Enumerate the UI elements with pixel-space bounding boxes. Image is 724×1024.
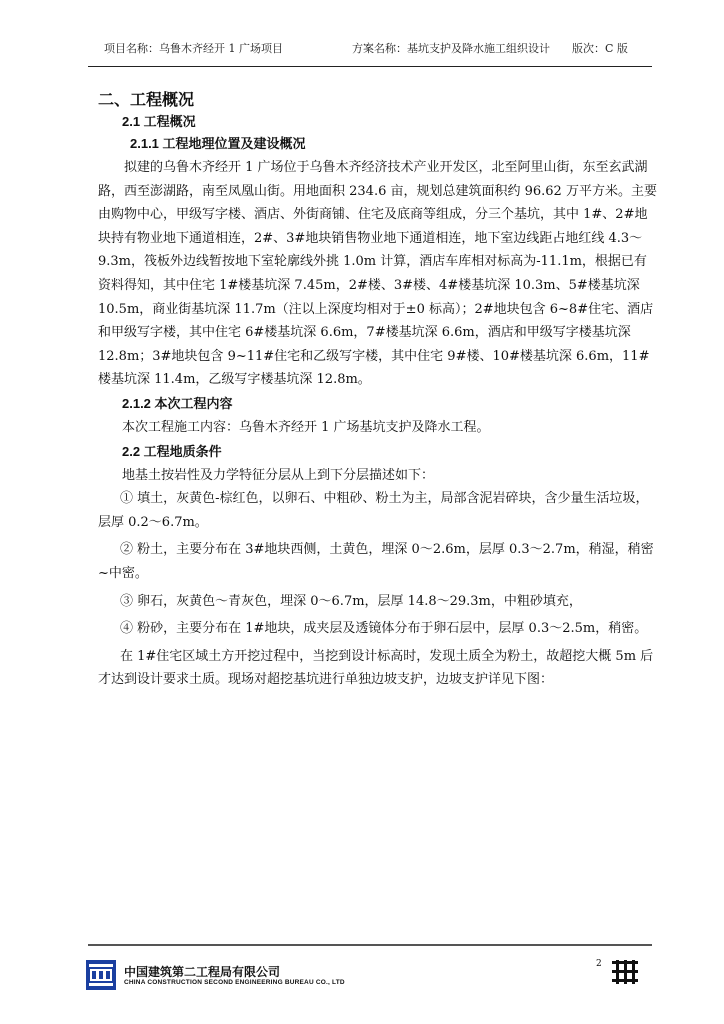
header-version: 版次：C 版 xyxy=(572,42,628,55)
soil-layer-4: ④ 粉砂，主要分布在 1#地块，成夹层及透镜体分布于卵石层中，层厚 0.3～2.5m，稍密。 xyxy=(120,621,648,637)
paragraph-location: 拟建的乌鲁木齐经开 1 广场位于乌鲁木齐经济技术产业开发区，北至阿里山街，东至玄武湖路，西至澎湖路，南至凤凰山街。用地面积 234.6 亩，规划总建筑面积约 96.62 万平方米。主要由购物中心，甲级写字楼、酒店、外街商铺、住宅及底商等组成，分三个基坑，其中 1#、2#地块持有物业地下通道相连，2#、3#地块销售物业地下通道相连，地下室边线距占地红线 4.3～9.3m，筏板外边线暂按地下室轮廓线外挑 1.0m 计算，酒店车库相对标高为-11.1m，根据已有资料得知，其中住宅 1#楼基坑深 7.45m，2#楼、3#楼、4#楼基坑深 10.3m、5#楼基坑深 10.5m，商业街基坑深 11.7m（注以上深度均相对于±0 标高）；2#地块包含 6~8#住宅、酒店和甲级写字楼，其中住宅 6#楼基坑深 6.6m，7#楼基坑深 6.6m，酒店和甲级写字楼基坑深 12.8m；3#地块包含 9~11#住宅和乙级写字楼，其中住宅 9#楼、10#楼基坑深 6.6m，11#楼基坑深 11.4m，乙级写字楼基坑深 12.8m。 xyxy=(98,160,657,388)
soil-layer-3: ③ 卵石，灰黄色～青灰色，埋深 0～6.7m，层厚 14.8～29.3m，中粗砂填充， xyxy=(120,593,582,609)
header-divider xyxy=(88,66,652,67)
page-number: 2 xyxy=(596,959,602,969)
subsection-2-2-heading: 2.2 工程地质条件 xyxy=(122,443,222,459)
paragraph-geology-intro: 地基土按岩性及力学特征分层从上到下分层描述如下： xyxy=(122,467,435,483)
subsection-2-1-2-heading: 2.1.2 本次工程内容 xyxy=(122,395,233,411)
section-title: 二、工程概况 xyxy=(98,92,195,109)
footer-divider xyxy=(88,944,652,946)
soil-layer-2: ② 粉土，主要分布在 3#地块西侧，土黄色，埋深 0～2.6m，层厚 0.3～2.7m，稍湿，稍密~中密。 xyxy=(98,542,654,581)
company-name-cn: 中国建筑第二工程局有限公司 xyxy=(124,965,281,979)
header-scheme-name: 方案名称：基坑支护及降水施工组织设计 xyxy=(352,42,550,55)
company-name-en: CHINA CONSTRUCTION SECOND ENGINEERING BUREAU CO., LTD xyxy=(124,979,345,986)
paragraph-overdig: 在 1#住宅区域土方开挖过程中，当挖到设计标高时，发现土质全为粉土，故超挖大概 5m 后才达到设计要求土质。现场对超挖基坑进行单独边坡支护，边坡支护详见下图： xyxy=(98,648,654,688)
header-project-name: 项目名称：乌鲁木齐经开 1 广场项目 xyxy=(104,42,283,55)
document-body xyxy=(98,90,658,692)
soil-layer-1: ① 填土，灰黄色-棕红色，以卵石、中粗砂、粉土为主，局部含泥岩碎块，含少量生活垃圾，层厚 0.2～6.7m。 xyxy=(98,491,649,530)
page-header xyxy=(88,40,648,64)
paragraph-scope: 本次工程施工内容：乌鲁木齐经开 1 广场基坑支护及降水工程。 xyxy=(122,419,490,435)
subsection-2-1-heading: 2.1 工程概况 xyxy=(122,114,196,129)
bureau-mark-icon xyxy=(612,960,638,984)
cscec-logo-icon xyxy=(86,960,116,990)
subsection-2-1-1-heading: 2.1.1 工程地理位置及建设概况 xyxy=(130,136,306,151)
